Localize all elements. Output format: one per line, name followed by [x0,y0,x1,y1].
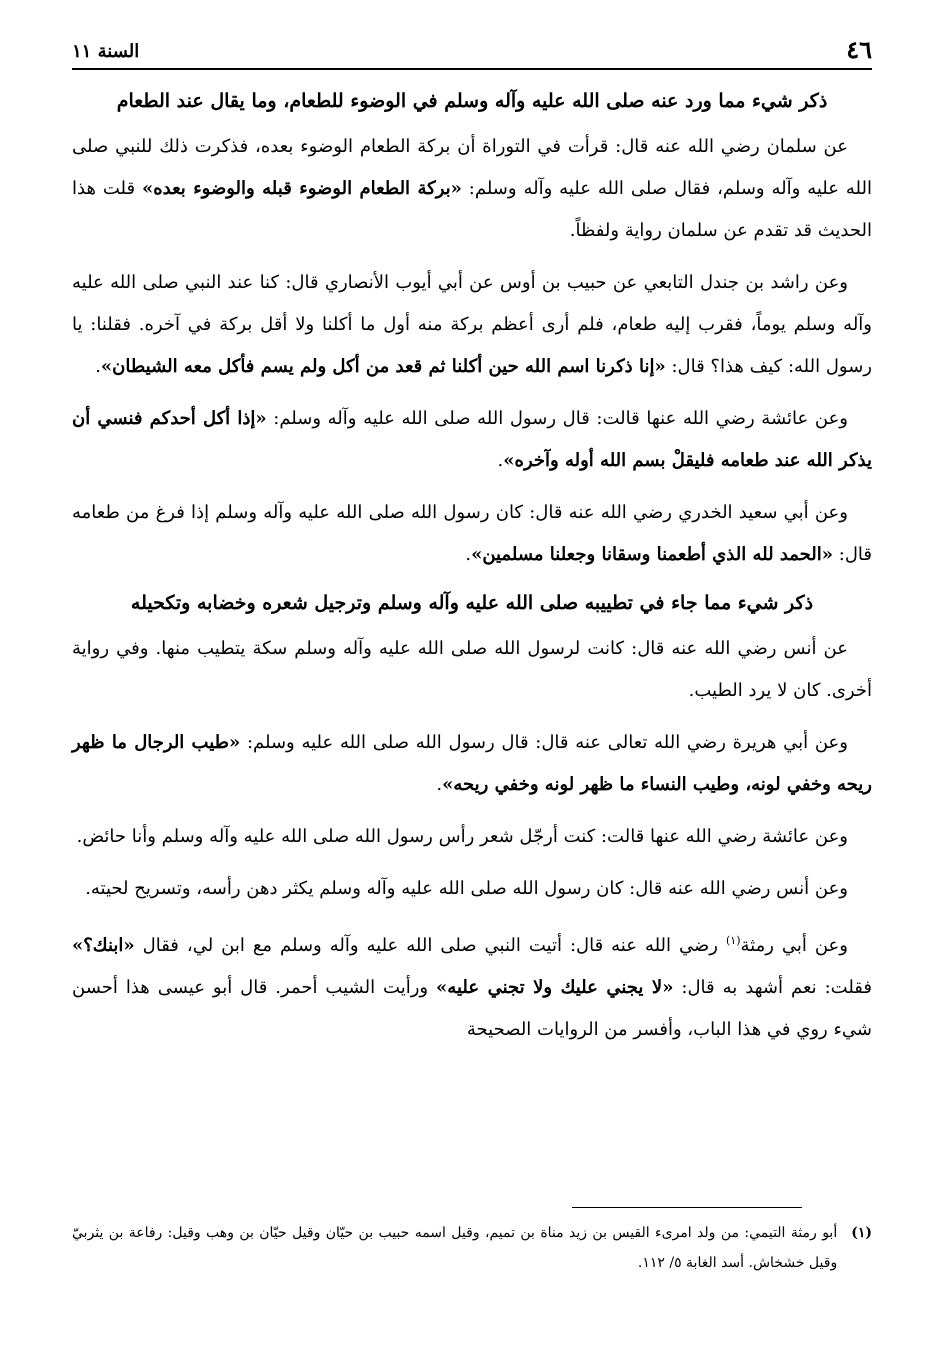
hadith-quote: «طيب الرجال ما ظهر ريحه وخفي لونه، وطيب النساء ما ظهر لونه وخفي ريحه» [72,732,872,795]
text: وعن أبي رمثة [740,935,848,956]
page-header [72,28,872,70]
text: . [465,544,472,565]
hadith-quote: «بركة الطعام الوضوء قبله والوضوء بعده» [141,178,462,199]
section-1-title: ذكر شيء مما ورد عنه صلى الله عليه وآله وسلم في الوضوء للطعام، وما يقال عند الطعام [116,90,828,112]
text: . [95,356,101,377]
main-content [72,84,872,1061]
hadith-quote: «لا يجني عليك ولا تجني عليه» [436,977,674,998]
text: . [497,450,504,471]
section-2-title: ذكر شيء مما جاء في تطييبه صلى الله عليه وآله وسلم وترجيل شعره وخضابه وتكحيله [130,592,814,614]
paragraph-salman [72,126,872,252]
footnote-divider [572,1207,802,1208]
footnote-mark: (١) [851,1225,872,1241]
text: وعن أبي هريرة رضي الله تعالى عنه قال: قال رسول الله صلى الله عليه وسلم: [240,732,848,753]
footnote-text: أبو رمثة التيمي: من ولد امرىء القيس بن زيد مناة بن تميم، وقيل اسمه حبيب بن حيّان وقيل حيّان بن وهب وقيل: رفاعة بن يثربيّ وقيل خشخاش. أسد الغابة ٥/ ١١٢. [72,1225,838,1271]
text: ورأيت الشيب أحمر. قال أبو عيسى هذا أحسن شيء روي في هذا الباب، وأفسر من الروايات الصحيحة [72,977,872,1040]
paragraph-anas-1: عن أنس رضي الله عنه قال: كانت لرسول الله صلى الله عليه وآله وسلم سكة يتطيب منها. وفي رواية أخرى. كان لا يرد الطيب. [72,638,872,701]
paragraph-abu-said [72,492,872,576]
text: وعن أبي سعيد الخدري رضي الله عنه قال: كان رسول الله صلى الله عليه وآله وسلم إذا فرغ من طعامه قال: [72,502,872,565]
running-head: السنة ١١ [72,41,140,62]
text: رضي الله عنه قال: أتيت النبي صلى الله عليه وآله وسلم مع ابن لي، فقال [134,935,726,956]
text: وعن عائشة رضي الله عنها قالت: قال رسول الله صلى الله عليه وآله وسلم: [266,408,848,429]
text: . [436,774,443,795]
paragraph-aisha-1 [72,398,872,482]
hadith-quote: «إنا ذكرنا اسم الله حين أكلنا ثم قعد من أكل ولم يسم فأكل معه الشيطان» [100,356,666,377]
text: وعن راشد بن جندل التابعي عن حبيب بن أوس عن أبي أيوب الأنصاري قال: كنا عند النبي صلى الله عليه وآله وسلم يوماً، فقرب إليه طعام، فلم أرى أعظم بركة منه أول ما أكلنا ولا أقل بركة في آخره. فقلنا: يا رسول الله: كيف هذا؟ قال: [72,272,872,377]
paragraph-abu-rimtha [72,920,872,1051]
hadith-quote: «ابنك؟» [72,935,135,956]
hadith-quote: «إذا أكل أحدكم فنسي أن يذكر الله عند طعامه فليقلْ بسم الله أوله وآخره» [72,408,872,471]
page-number: ٤٦ [846,35,872,64]
hadith-quote: «الحمد لله الذي أطعمنا وسقانا وجعلنا مسلمين» [471,544,834,565]
footnote-reference: (١) [725,934,741,947]
text: فقلت: نعم أشهد به قال: [673,977,872,998]
text: عن سلمان رضي الله عنه قال: قرأت في التوراة أن بركة الطعام الوضوء بعده، فذكرت ذلك للنبي صلى الله عليه وآله وسلم، فقال صلى الله عليه وآله وسلم: [72,136,872,199]
paragraph-rashid [72,262,872,388]
paragraph-anas-2: وعن أنس رضي الله عنه قال: كان رسول الله صلى الله عليه وآله وسلم يكثر دهن رأسه، وتسريح لحيته. [85,878,848,899]
footnote [72,1218,872,1278]
text: قلت هذا الحديث قد تقدم عن سلمان رواية ولفظاً. [72,178,872,241]
paragraph-aisha-2: وعن عائشة رضي الله عنها قالت: كنت أرجّل شعر رأس رسول الله صلى الله عليه وآله وسلم وأنا حائض. [76,826,848,847]
paragraph-abu-hurayra [72,722,872,806]
